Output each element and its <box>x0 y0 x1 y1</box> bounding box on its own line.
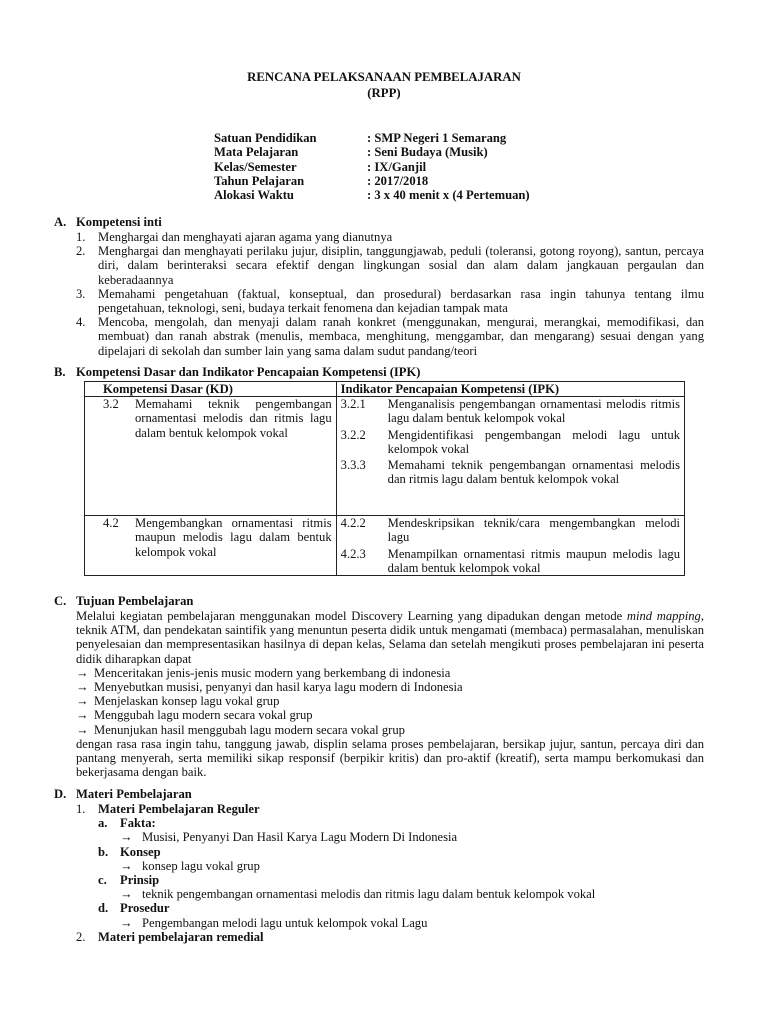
subsection-title: Materi Pembelajaran Reguler <box>98 802 260 816</box>
ipk-text: Mendeskripsikan teknik/cara mengembangkan melodi lagu <box>387 516 680 545</box>
part-heading <box>98 816 704 830</box>
section-heading <box>54 787 704 802</box>
item-text: Menunjukan hasil menggubah lagu modern secara vokal grup <box>94 722 405 737</box>
part-item-text: teknik pengembangan ornamentasi melodis dan ritmis lagu dalam bentuk kelompok vokal <box>142 887 596 902</box>
item-text: Mencoba, mengolah, dan menyaji dalam ranah konkret (menggunakan, mengurai, merangkai, memodifikasi, dan membuat) dan ranah abstrak (menulis, membaca, menghitung, menggambar, dan mengarang) sesuai dengan yang dipelajari di sekolah dan sumber lain yang sama dalam sudut pandang/teori <box>98 315 704 358</box>
list-item <box>76 694 704 708</box>
identity-row <box>214 145 530 159</box>
arrow-icon: → <box>76 708 89 723</box>
part-title: Prinsip <box>120 873 160 888</box>
ipk-number: 4.2.3 <box>340 546 366 561</box>
kd-entry <box>89 516 332 559</box>
section-letter: C. <box>54 594 67 608</box>
part-item-text: Pengembangan melodi lagu untuk kelompok vokal Lagu <box>142 915 428 930</box>
arrow-icon: → <box>76 665 89 680</box>
item-number: 2. <box>76 244 86 259</box>
arrow-icon: → <box>76 680 89 695</box>
part-item-text: Musisi, Penyanyi Dan Hasil Karya Lagu Modern Di Indonesia <box>142 830 458 845</box>
list-item <box>54 315 704 358</box>
item-number: 3. <box>76 286 86 301</box>
ipk-text: Mengidentifikasi pengembangan melodi lagu untuk kelompok vokal <box>387 427 680 456</box>
part-item <box>98 887 704 901</box>
document-title: RENCANA PELAKSANAAN PEMBELAJARAN <box>247 70 521 84</box>
materi-remedial-heading <box>54 930 704 944</box>
kd-number: 3.2 <box>103 397 119 412</box>
item-text: Menggubah lagu modern secara vokal grup <box>94 708 313 723</box>
item-number: 1. <box>76 802 86 816</box>
item-number: 2. <box>76 929 86 944</box>
section-letter: A. <box>54 215 67 229</box>
kd-ipk-table <box>84 381 685 576</box>
item-text: Memahami pengetahuan (faktual, konseptual, dan prosedural) berdasarkan rasa ingin tahunya tentang ilmu pengetahuan, teknologi, seni, budaya terkait fenomena dan kejadian tampak mata <box>98 286 704 316</box>
arrow-icon: → <box>120 858 133 873</box>
ipk-number: 3.2.1 <box>340 397 366 412</box>
tujuan-intro <box>54 609 704 666</box>
section-title: Tujuan Pembelajaran <box>76 594 194 608</box>
list-item <box>54 244 704 287</box>
tujuan-list <box>54 666 704 737</box>
section-heading <box>54 594 704 609</box>
part-item <box>98 916 704 930</box>
item-number: 4. <box>76 315 86 330</box>
document-subtitle: (RPP) <box>367 86 401 100</box>
list-item <box>76 723 704 737</box>
table-row <box>85 397 685 516</box>
item-text: Menghargai dan menghayati ajaran agama yang dianutnya <box>98 230 393 244</box>
identity-label: Mata Pelajaran <box>214 145 299 160</box>
intro-text-cont: , teknik ATM, dan pendekatan saintifik yang menuntun peserta didik untuk mengamati (membaca) permasalahan, menuliskan penyelesaian dan mempresentasikan hasilnya di depan kelas, Selama dan setelah mengikuti proses pembelajaran ini peserta didik diharapkan dapat <box>76 609 704 666</box>
section-title: Materi Pembelajaran <box>76 787 192 801</box>
identity-row <box>214 160 530 174</box>
part-item <box>98 859 704 873</box>
item-text: Menyebutkan musisi, penyanyi dan hasil karya lagu modern di Indonesia <box>94 680 463 695</box>
arrow-icon: → <box>76 694 89 709</box>
identity-label: Kelas/Semester <box>214 159 297 174</box>
ipk-entry <box>341 397 680 425</box>
part-heading <box>98 901 704 915</box>
identity-value: : IX/Ganjil <box>367 159 427 174</box>
list-item <box>54 230 704 244</box>
table-header-row <box>85 382 685 397</box>
ipk-entry <box>341 516 680 544</box>
list-item <box>54 287 704 315</box>
table-row <box>85 516 685 576</box>
identity-label: Alokasi Waktu <box>214 188 294 203</box>
ipk-entry <box>341 428 680 456</box>
identity-value: : Seni Budaya (Musik) <box>367 145 488 160</box>
ipk-number: 4.2.2 <box>340 516 366 531</box>
section-heading <box>54 365 704 380</box>
kd-entry <box>89 397 332 440</box>
identity-block <box>214 131 530 202</box>
kd-text: Memahami teknik pengembangan ornamentasi melodis dan ritmis lagu dalam bentuk kelompok vokal <box>135 397 332 440</box>
part-title: Prosedur <box>120 901 170 916</box>
column-header-ipk: Indikator Pencapaian Kompetensi (IPK) <box>336 382 684 397</box>
ipk-text: Memahami teknik pengembangan ornamentasi melodis dan ritmis lagu dalam bentuk kelompok vokal <box>387 458 680 487</box>
section-letter: D. <box>54 787 67 801</box>
part-letter: b. <box>98 844 109 859</box>
part-heading <box>98 845 704 859</box>
identity-label: Tahun Pelajaran <box>214 173 305 188</box>
list-item <box>76 680 704 694</box>
part-item-text: konsep lagu vokal grup <box>142 858 260 873</box>
materi-reguler-heading <box>54 802 704 816</box>
identity-row <box>214 174 530 188</box>
kd-cell <box>85 397 337 516</box>
identity-row <box>214 188 530 202</box>
kompetensi-inti-list <box>54 230 704 358</box>
ipk-text: Menampilkan ornamentasi ritmis maupun melodis lagu dalam bentuk kelompok vokal <box>387 546 680 575</box>
materi-parts <box>54 816 704 930</box>
section-tujuan <box>54 594 704 779</box>
ipk-cell <box>336 397 684 516</box>
ipk-entry <box>341 547 680 575</box>
part-letter: d. <box>98 901 109 916</box>
tujuan-closing: dengan rasa rasa ingin tahu, tanggung jawab, displin selama proses pembelajaran, bersikap jujur, santun, percaya diri dan pantang menyerah, serta memiliki sikap responsif (berpikir kritis) dan pro-aktif (kreatif), serta mampu berkomukasi dan bekerjasama dengan baik. <box>76 736 704 780</box>
item-text: Menceritakan jenis-jenis music modern yang berkembang di indonesia <box>94 665 451 680</box>
kd-cell <box>85 516 337 576</box>
list-item <box>76 666 704 680</box>
ipk-entry <box>341 458 680 486</box>
section-kompetensi-inti <box>54 215 704 358</box>
intro-text: Melalui kegiatan pembelajaran menggunakan model Discovery Learning yang dipadukan dengan metode <box>76 609 627 623</box>
section-materi <box>54 787 704 944</box>
identity-value: : SMP Negeri 1 Semarang <box>367 131 507 145</box>
part-heading <box>98 873 704 887</box>
column-header-kd: Kompetensi Dasar (KD) <box>85 382 337 397</box>
list-item <box>76 708 704 722</box>
arrow-icon: → <box>76 722 89 737</box>
identity-value: : 2017/2018 <box>367 173 429 188</box>
section-title: Kompetensi inti <box>76 215 162 229</box>
section-letter: B. <box>54 365 66 379</box>
subsection-title: Materi pembelajaran remedial <box>98 929 264 944</box>
identity-label: Satuan Pendidikan <box>214 131 317 145</box>
part-title: Fakta: <box>120 816 156 831</box>
section-heading <box>54 215 704 230</box>
ipk-text: Menganalisis pengembangan ornamentasi melodis ritmis lagu dalam bentuk kelompok vokal <box>387 397 680 426</box>
section-title: Kompetensi Dasar dan Indikator Pencapaian Kompetensi (IPK) <box>76 365 421 379</box>
part-letter: c. <box>98 873 107 888</box>
part-title: Konsep <box>120 844 161 859</box>
part-item <box>98 830 704 844</box>
identity-value: : 3 x 40 menit x (4 Pertemuan) <box>367 188 530 203</box>
arrow-icon: → <box>120 830 133 845</box>
arrow-icon: → <box>120 915 133 930</box>
item-text: Menjelaskan konsep lagu vokal grup <box>94 694 280 709</box>
ipk-number: 3.2.2 <box>340 427 366 442</box>
kd-number: 4.2 <box>103 516 119 531</box>
item-text: Menghargai dan menghayati perilaku jujur, disiplin, tanggungjawab, peduli (toleransi, gotong royong), santun, percaya diri, dalam berinteraksi secara efektif dengan lingkungan sosial dan alam dalam jangkauan pergaulan dan keberadaannya <box>98 244 704 287</box>
ipk-cell <box>336 516 684 576</box>
kd-text: Mengembangkan ornamentasi ritmis maupun melodis lagu dalam bentuk kelompok vokal <box>135 516 332 559</box>
ipk-number: 3.3.3 <box>340 458 366 473</box>
part-letter: a. <box>98 816 108 831</box>
intro-italic: mind mapping <box>626 609 701 623</box>
arrow-icon: → <box>120 887 133 902</box>
identity-row <box>214 131 530 145</box>
item-number: 1. <box>76 230 86 244</box>
section-kd-ipk <box>54 365 704 380</box>
